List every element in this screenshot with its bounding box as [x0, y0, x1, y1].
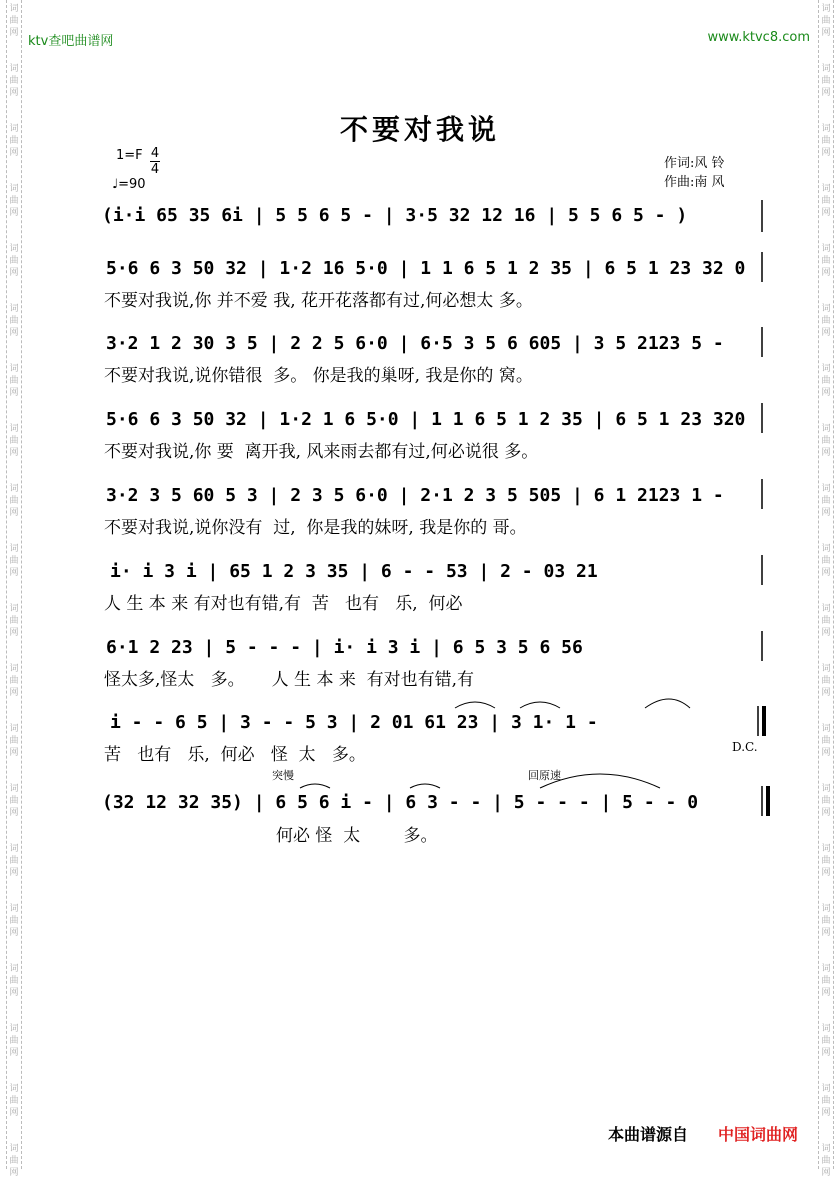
lyrics-row-5: 不要对我说,说你没有 过, 你是我的妹呀, 我是你的 哥。 [104, 518, 527, 538]
slur [410, 784, 440, 788]
watermark-glyph: 词 [9, 784, 19, 794]
watermark-glyph: 词 [821, 1084, 831, 1094]
watermark-glyph: 网 [821, 568, 831, 578]
watermark-glyph: 词 [9, 304, 19, 314]
watermark-glyph: 网 [821, 1048, 831, 1058]
watermark-glyph: 词 [9, 124, 19, 134]
watermark-glyph: 网 [9, 508, 19, 518]
lyrics-row-2: 不要对我说,你 并不爱 我, 花开花落都有过,何必想太 多。 [104, 291, 533, 311]
footer-source-site[interactable]: 中国词曲网 [718, 1125, 799, 1144]
watermark-glyph: 网 [9, 628, 19, 638]
watermark-glyph: 词 [821, 304, 831, 314]
watermark-glyph: 曲 [821, 316, 831, 326]
watermark-glyph: 曲 [821, 1156, 831, 1166]
watermark-glyph: 词 [821, 1024, 831, 1034]
watermark-glyph: 网 [9, 328, 19, 338]
watermark-glyph: 曲 [9, 76, 19, 86]
watermark-glyph: 网 [821, 268, 831, 278]
lyrics-row-8: 苦 也有 乐, 何必 怪 太 多。 [104, 745, 366, 765]
watermark-glyph: 曲 [9, 616, 19, 626]
watermark-glyph: 词 [9, 184, 19, 194]
watermark-glyph: 词 [9, 1144, 19, 1154]
watermark-glyph: 曲 [821, 1036, 831, 1046]
watermark-glyph: 词 [821, 544, 831, 554]
watermark-glyph: 网 [9, 748, 19, 758]
song-title: 不要对我说 [339, 113, 500, 146]
watermark-glyph: 曲 [9, 796, 19, 806]
watermark-glyph: 词 [9, 844, 19, 854]
watermark-glyph: 曲 [9, 556, 19, 566]
watermark-glyph: 曲 [9, 256, 19, 266]
header-site-left[interactable]: ktv查吧曲谱网 [28, 34, 114, 49]
lyrics-row-7: 怪太多,怪太 多。 人 生 本 来 有对也有错,有 [104, 670, 475, 690]
watermark-glyph: 网 [9, 868, 19, 878]
watermark-glyph: 词 [821, 604, 831, 614]
watermark-glyph: 曲 [9, 1156, 19, 1166]
watermark-glyph: 曲 [821, 856, 831, 866]
watermark-glyph: 网 [821, 988, 831, 998]
watermark-glyph: 网 [9, 688, 19, 698]
watermark-glyph: 网 [821, 928, 831, 938]
watermark-glyph: 网 [9, 1168, 19, 1178]
watermark-glyph: 词 [821, 64, 831, 74]
watermark-glyph: 网 [9, 148, 19, 158]
key-label: 1=F [116, 148, 143, 163]
watermark-glyph: 词 [9, 4, 19, 14]
watermark-glyph: 网 [821, 28, 831, 38]
watermark-glyph: 词 [9, 64, 19, 74]
watermark-glyph: 曲 [821, 136, 831, 146]
watermark-glyph: 词 [9, 244, 19, 254]
lyrics-row-4: 不要对我说,你 要 离开我, 风来雨去都有过,何必说很 多。 [104, 442, 539, 462]
watermark-glyph: 网 [821, 628, 831, 638]
slur [520, 702, 560, 708]
slur [645, 699, 690, 708]
watermark-glyph: 曲 [9, 1096, 19, 1106]
watermark-glyph: 曲 [821, 436, 831, 446]
watermark-glyph: 曲 [821, 796, 831, 806]
watermark-glyph: 网 [821, 448, 831, 458]
composer: 作曲:南 风 [664, 175, 725, 190]
watermark-glyph: 曲 [821, 376, 831, 386]
watermark-glyph: 词 [821, 4, 831, 14]
watermark-glyph: 曲 [821, 196, 831, 206]
watermark-glyph: 曲 [9, 196, 19, 206]
lyrics-row-9: 何必 怪 太 多。 [276, 826, 438, 846]
watermark-glyph: 网 [821, 208, 831, 218]
watermark-glyph: 词 [821, 424, 831, 434]
dc-mark: D.C. [732, 740, 758, 754]
watermark-glyph: 网 [821, 388, 831, 398]
lyrics-row-6: 人 生 本 来 有对也有错,有 苦 也有 乐, 何必 [104, 594, 463, 614]
watermark-glyph: 网 [9, 268, 19, 278]
watermark-glyph: 曲 [821, 496, 831, 506]
watermark-glyph: 词 [821, 1144, 831, 1154]
watermark-glyph: 词 [821, 904, 831, 914]
watermark-glyph: 曲 [821, 16, 831, 26]
watermark-glyph: 曲 [9, 16, 19, 26]
slur [540, 774, 660, 788]
watermark-glyph: 网 [9, 388, 19, 398]
watermark-glyph: 曲 [821, 556, 831, 566]
notes-row-3: 3·2 1 2 30 3 5 | 2 2 5 6·0 | 6·5 3 5 6 605 | 3 5 2123 5 - [106, 333, 724, 354]
watermark-glyph: 词 [821, 724, 831, 734]
watermark-glyph: 网 [821, 808, 831, 818]
watermark-glyph: 曲 [9, 1036, 19, 1046]
watermark-glyph: 曲 [9, 136, 19, 146]
notes-row-9: (32 12 32 35) | 6 5 6 i - | 6 3 - - | 5 - - - | 5 - - 0 [102, 792, 699, 813]
watermark-glyph: 词 [9, 724, 19, 734]
watermark-glyph: 曲 [821, 1096, 831, 1106]
watermark-glyph: 网 [821, 1168, 831, 1178]
watermark-glyph: 曲 [9, 676, 19, 686]
watermark-glyph: 曲 [821, 736, 831, 746]
slur [455, 702, 495, 708]
watermark-glyph: 网 [821, 328, 831, 338]
watermark-glyph: 词 [821, 784, 831, 794]
watermark-glyph: 网 [821, 1108, 831, 1118]
notes-row-5: 3·2 3 5 60 5 3 | 2 3 5 6·0 | 2·1 2 3 5 505 | 6 1 2123 1 - [106, 485, 724, 506]
watermark-glyph: 曲 [9, 976, 19, 986]
watermark-glyph: 曲 [821, 76, 831, 86]
notes-row-1: (i·i 65 35 6i | 5 5 6 5 - | 3·5 32 12 16 | 5 5 6 5 - ) [102, 205, 688, 226]
footer-source-label: 本曲谱源自 [608, 1125, 689, 1144]
watermark-glyph: 曲 [821, 256, 831, 266]
watermark-glyph: 词 [821, 484, 831, 494]
slow-mark: 突慢 [272, 769, 294, 782]
meter-top: 4 [150, 146, 160, 161]
watermark-glyph: 网 [821, 508, 831, 518]
watermark-glyph: 网 [9, 808, 19, 818]
notes-row-2: 5·6 6 3 50 32 | 1·2 16 5·0 | 1 1 6 5 1 2 35 | 6 5 1 23 32 0 [106, 258, 746, 279]
watermark-glyph: 词 [9, 1084, 19, 1094]
resume-mark: 回原速 [528, 769, 561, 782]
watermark-glyph: 曲 [9, 316, 19, 326]
watermark-glyph: 词 [9, 484, 19, 494]
notes-row-6: i· i 3 i | 65 1 2 3 35 | 6 - - 53 | 2 - 03 21 [110, 561, 598, 582]
header-site-right[interactable]: www.ktvc8.com [707, 30, 810, 45]
watermark-glyph: 网 [9, 928, 19, 938]
watermark-glyph: 词 [821, 964, 831, 974]
watermark-glyph: 词 [9, 604, 19, 614]
watermark-glyph: 曲 [821, 616, 831, 626]
watermark-glyph: 词 [821, 244, 831, 254]
watermark-glyph: 网 [821, 88, 831, 98]
watermark-glyph: 曲 [9, 916, 19, 926]
watermark-glyph: 网 [9, 448, 19, 458]
watermark-glyph: 曲 [9, 376, 19, 386]
lyricist: 作词:风 铃 [664, 156, 725, 171]
meter-bottom: 4 [150, 162, 160, 177]
tempo-mark: ♩=90 [112, 177, 146, 192]
watermark-glyph: 曲 [9, 496, 19, 506]
watermark-glyph: 曲 [821, 916, 831, 926]
watermark-glyph: 词 [9, 664, 19, 674]
watermark-glyph: 网 [9, 988, 19, 998]
watermark-glyph: 曲 [821, 976, 831, 986]
watermark-glyph: 网 [9, 28, 19, 38]
watermark-glyph: 词 [821, 664, 831, 674]
watermark-glyph: 网 [9, 88, 19, 98]
notes-row-4: 5·6 6 3 50 32 | 1·2 1 6 5·0 | 1 1 6 5 1 2 35 | 6 5 1 23 320 [106, 409, 746, 430]
slur [300, 784, 330, 788]
watermark-glyph: 词 [821, 364, 831, 374]
watermark-glyph: 词 [9, 424, 19, 434]
watermark-glyph: 网 [9, 1048, 19, 1058]
watermark-glyph: 网 [9, 568, 19, 578]
watermark-glyph: 词 [821, 124, 831, 134]
watermark-glyph: 网 [821, 688, 831, 698]
watermark-glyph: 网 [821, 868, 831, 878]
notes-row-8: i - - 6 5 | 3 - - 5 3 | 2 01 61 23 | 3 1· 1 - [110, 712, 598, 733]
watermark-glyph: 曲 [9, 736, 19, 746]
watermark-glyph: 词 [9, 544, 19, 554]
lyrics-row-3: 不要对我说,说你错很 多。 你是我的巢呀, 我是你的 窝。 [104, 366, 533, 386]
watermark-glyph: 网 [9, 208, 19, 218]
watermark-glyph: 词 [821, 184, 831, 194]
watermark-glyph: 曲 [821, 676, 831, 686]
notes-row-7: 6·1 2 23 | 5 - - - | i· i 3 i | 6 5 3 5 6 56 [106, 637, 583, 658]
watermark-glyph: 词 [9, 904, 19, 914]
watermark-glyph: 词 [9, 364, 19, 374]
watermark-glyph: 网 [821, 748, 831, 758]
watermark-glyph: 词 [9, 964, 19, 974]
watermark-glyph: 词 [821, 844, 831, 854]
watermark-glyph: 曲 [9, 856, 19, 866]
watermark-glyph: 网 [821, 148, 831, 158]
watermark-glyph: 词 [9, 1024, 19, 1034]
watermark-glyph: 网 [9, 1108, 19, 1118]
watermark-glyph: 曲 [9, 436, 19, 446]
